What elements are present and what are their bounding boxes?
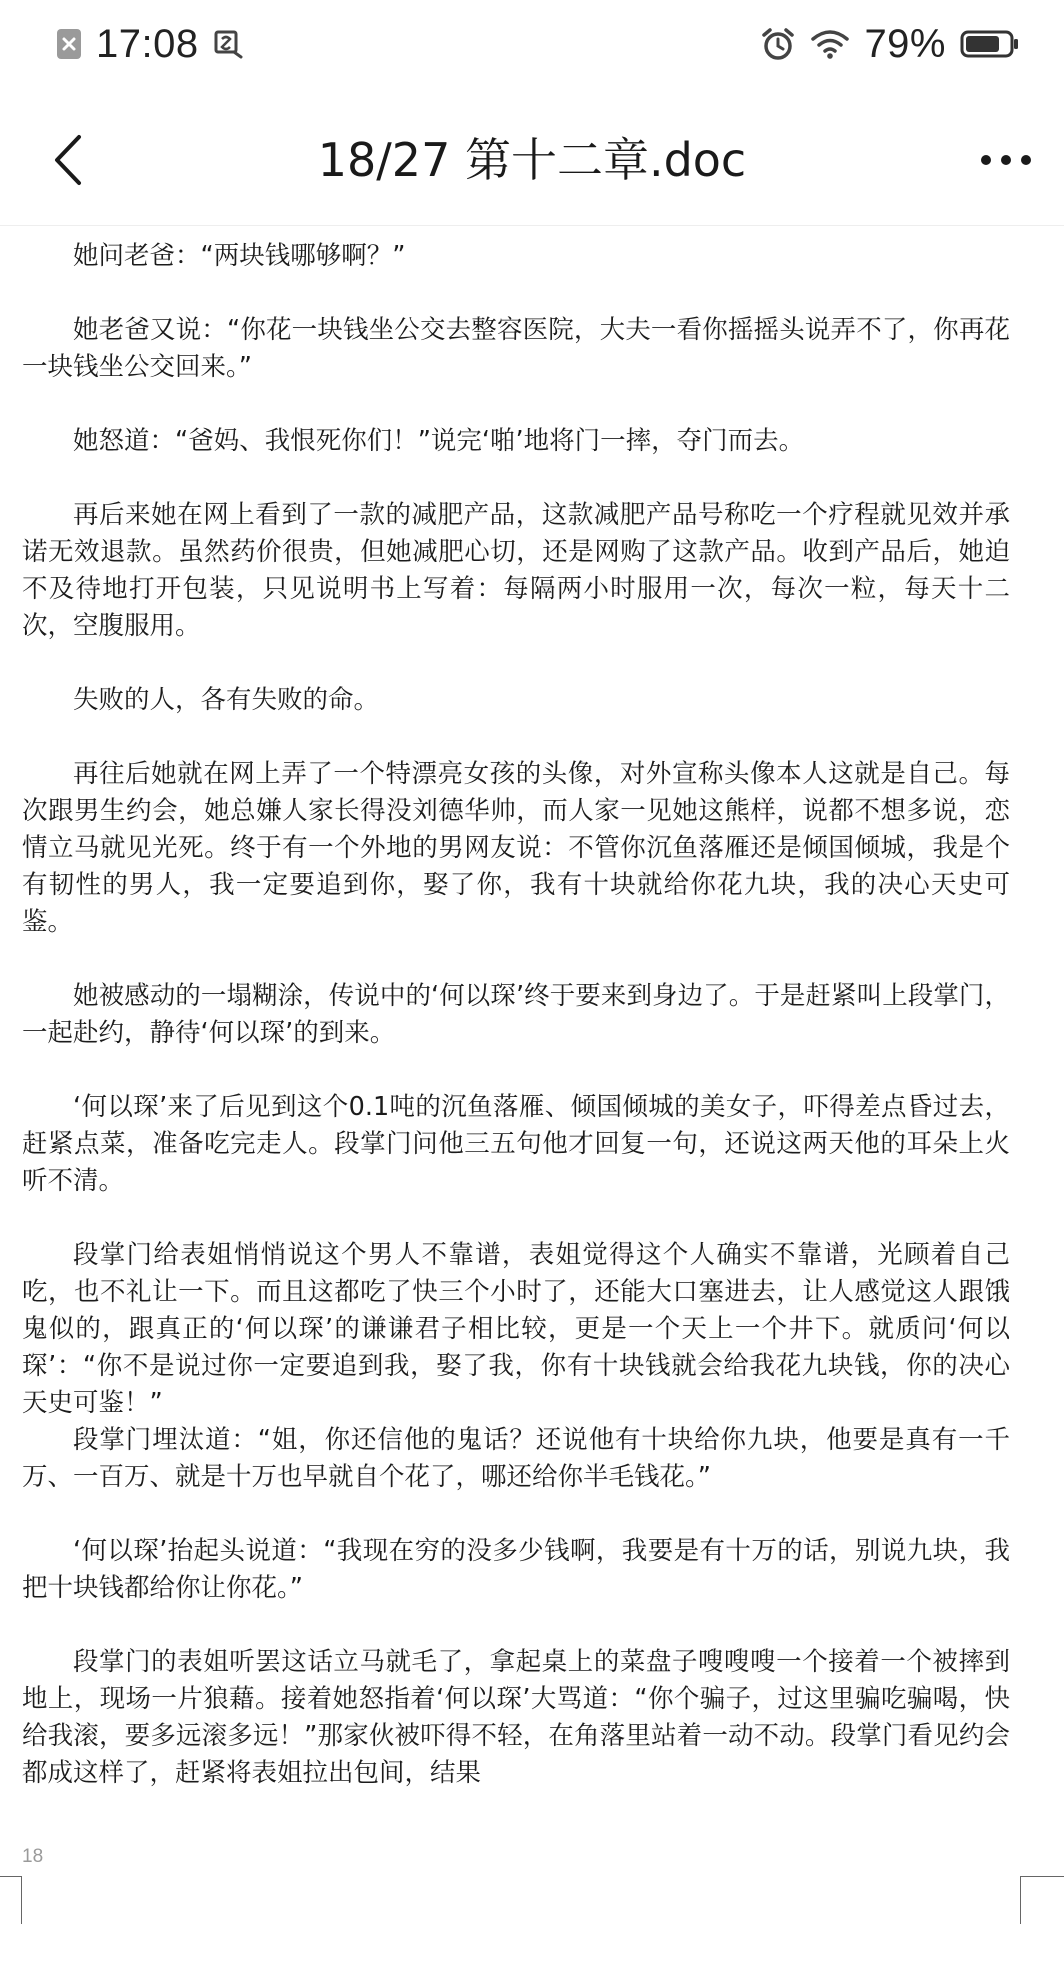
page-corner-mark-left xyxy=(0,1876,22,1924)
notification-x-icon xyxy=(56,28,82,60)
paragraph: 她问老爸：“两块钱哪够啊？” xyxy=(73,241,406,271)
status-bar-right xyxy=(760,18,1020,70)
paragraph: 她被感动的一塌糊涂，传说中的‘何以琛’终于要来到身边了。于是赶紧叫上段掌门，一起赴约，静待‘何以琛’的到来。 xyxy=(22,981,1010,1048)
battery-icon xyxy=(960,29,1020,59)
more-options-button[interactable] xyxy=(968,128,1044,192)
alarm-clock-icon xyxy=(760,26,796,62)
status-bar-left xyxy=(56,18,243,70)
paragraph: 段掌门的表姐听罢这话立马就毛了，拿起桌上的菜盘子嗖嗖嗖一个接着一个被摔到地上，现场一片狼藉。接着她怒指着‘何以琛’大骂道：“你个骗子，过这里骗吃骗喝，快给我滚，要多远滚多远！”那家伙被吓得不轻，在角落里站着一动不动。段掌门看见约会都成这样了，赶紧将表姐拉出包间，结果 xyxy=(22,1647,1010,1788)
battery-percent: 79% xyxy=(864,21,946,66)
wifi-icon xyxy=(810,28,850,60)
status-bar xyxy=(0,0,1064,88)
more-horizontal-icon xyxy=(978,153,1034,167)
paragraph: 她老爸又说：“你花一块钱坐公交去整容医院，大夫一看你摇摇头说弄不了，你再花一块钱坐公交回来。” xyxy=(22,315,1010,382)
paragraph: 失败的人，各有失败的命。 xyxy=(73,685,380,715)
paragraph: 她怒道：“爸妈、我恨死你们！”说完‘啪’地将门一摔，夺门而去。 xyxy=(73,426,805,456)
document-content[interactable] xyxy=(22,238,1010,1829)
paragraph: 再往后她就在网上弄了一个特漂亮女孩的头像，对外宣称头像本人这就是自己。每次跟男生约会，她总嫌人家长得没刘德华帅，而人家一见她这熊样，说都不想多说，恋情立马就见光死。终于有一个外地的男网友说：不管你沉鱼落雁还是倾国倾城，我是个有韧性的男人，我一定要追到你，娶了你，我有十块就给你花九块，我的决心天史可鉴。 xyxy=(22,759,1010,937)
paragraph: ‘何以琛’抬起头说道：“我现在穷的没多少钱啊，我要是有十万的话，别说九块，我把十块钱都给你让你花。” xyxy=(22,1536,1010,1603)
paragraph: 再后来她在网上看到了一款的减肥产品，这款减肥产品号称吃一个疗程就见效并承诺无效退款。虽然药价很贵，但她减肥心切，还是网购了这款产品。收到产品后，她迫不及待地打开包装，只见说明书上写着：每隔两小时服用一次，每次一粒，每天十二次，空腹服用。 xyxy=(22,500,1010,641)
app-header xyxy=(0,88,1064,226)
page-corner-mark-right xyxy=(1020,1876,1064,1924)
status-time: 17:08 xyxy=(96,21,199,66)
paragraph: 段掌门给表姐悄悄说这个男人不靠谱，表姐觉得这个人确实不靠谱，光顾着自己吃，也不礼让一下。而且这都吃了快三个小时了，还能大口塞进去，让人感觉这人跟饿鬼似的，跟真正的‘何以琛’的谦谦君子相比较，更是一个天上一个井下。就质问‘何以琛’：“你不是说过你一定要追到我，娶了我，你有十块钱就会给我花九块钱，你的决心天史可鉴！” xyxy=(22,1240,1010,1418)
paragraph: 段掌门埋汰道：“姐，你还信他的鬼话？还说他有十块给你九块，他要是真有一千万、一百万、就是十万也早就自个花了，哪还给你半毛钱花。” xyxy=(22,1425,1010,1492)
screenshot-icon xyxy=(213,29,243,59)
paragraph: ‘何以琛’来了后见到这个0.1吨的沉鱼落雁、倾国倾城的美女子，吓得差点昏过去，赶紧点菜，准备吃完走人。段掌门问他三五句他才回复一句，还说这两天他的耳朵上火听不清。 xyxy=(22,1092,1010,1196)
page-number: 18 xyxy=(22,1846,44,1867)
document-title: 18/27 第十二章.doc xyxy=(317,133,747,187)
